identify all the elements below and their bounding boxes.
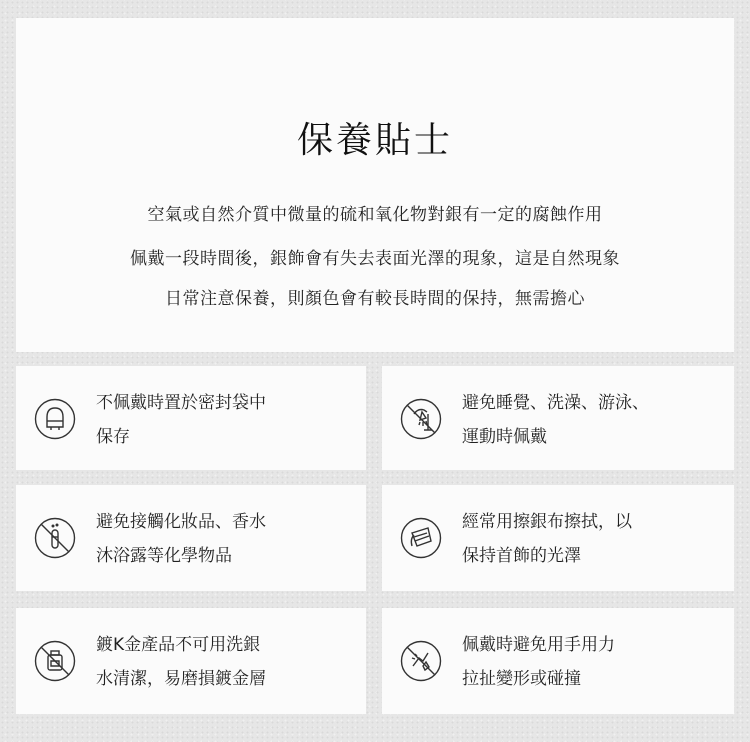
no-cleaner-icon — [34, 640, 76, 682]
tip-text — [462, 628, 615, 696]
tip-line: 保存 — [96, 427, 130, 447]
tip-card-avoid-water — [382, 366, 734, 470]
description-line-1: 空氣或自然介質中微量的硫和氧化物對銀有一定的腐蝕作用 — [147, 205, 603, 225]
tip-text — [462, 505, 632, 573]
description-line-3: 日常注意保養，則顏色會有較長時間的保持，無需擔心 — [165, 289, 585, 309]
no-chemicals-icon — [34, 517, 76, 559]
tip-card-avoid-impact — [382, 608, 734, 714]
sealed-bag-icon — [34, 398, 76, 440]
tip-line: 避免睡覺、洗澡、游泳、 — [462, 393, 649, 413]
tip-text — [96, 386, 266, 454]
tip-line: 經常用擦銀布擦拭，以 — [462, 512, 632, 532]
tip-text — [96, 505, 266, 573]
tip-line: 保持首飾的光澤 — [462, 546, 581, 566]
tip-text — [96, 628, 266, 696]
care-tips-header — [16, 18, 734, 352]
tip-line: 沐浴露等化學物品 — [96, 546, 232, 566]
tip-line: 鍍K金產品不可用洗銀 — [96, 635, 261, 655]
tip-text — [462, 386, 649, 454]
no-shower-icon — [400, 398, 442, 440]
tip-card-gold-plated — [16, 608, 366, 714]
page-title: 保養貼士 — [296, 120, 453, 161]
tip-line: 佩戴時避免用手用力 — [462, 635, 615, 655]
tip-card-storage — [16, 366, 366, 470]
no-impact-icon — [400, 640, 442, 682]
tip-card-polish — [382, 485, 734, 591]
tip-line: 運動時佩戴 — [462, 427, 547, 447]
tip-card-avoid-chemicals — [16, 485, 366, 591]
polishing-cloth-icon — [400, 517, 442, 559]
tip-line: 避免接觸化妝品、香水 — [96, 512, 266, 532]
tip-line: 水清潔，易磨損鍍金層 — [96, 669, 266, 689]
tip-line: 不佩戴時置於密封袋中 — [96, 393, 266, 413]
tip-line: 拉扯變形或碰撞 — [462, 669, 581, 689]
description-line-2: 佩戴一段時間後，銀飾會有失去表面光澤的現象，這是自然現象 — [130, 249, 620, 269]
